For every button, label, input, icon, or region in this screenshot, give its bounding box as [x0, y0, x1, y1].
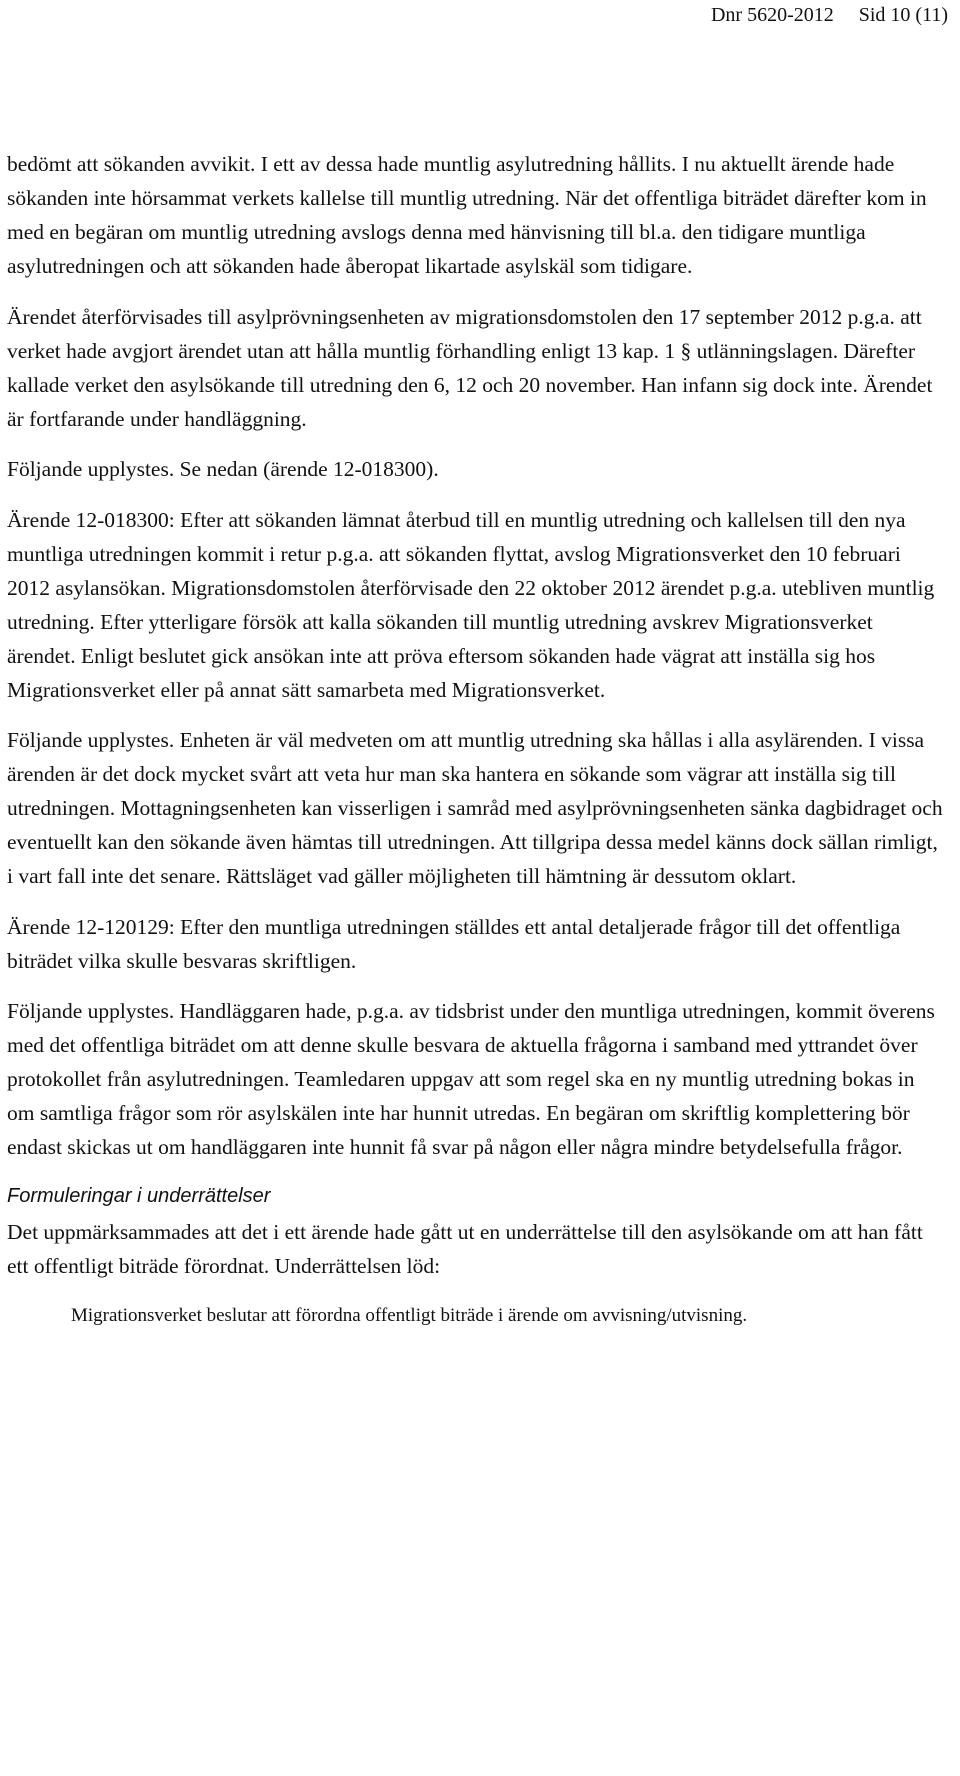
paragraph-case-12-120129: Ärende 12-120129: Efter den muntliga utredningen ställdes ett antal detaljerade frågor till det offentliga biträdet vilka skulle besvaras skriftligen. — [7, 914, 901, 973]
paragraph-unit-statement: Följande upplystes. Enheten är väl medveten om att muntlig utredning ska hållas i alla asylärenden. I vissa ärenden är det dock mycket svårt att veta hur man ska hantera en sökande som vägrar att inställa sig till utredningen. Mottagningsenheten kan visserligen i samråd med asylprövningsenheten sänka dagbidraget och eventuellt kan den sökande även hämtas till utredningen. Att tillgripa dessa medel känns dock sällan rimligt, i vart fall inte det senare. Rättsläget vad gäller möjligheten till hämtning är dessutom oklart. — [7, 728, 943, 888]
section-heading: Formuleringar i underrättelser — [7, 1184, 271, 1207]
document-body — [7, 147, 943, 1329]
paragraph-remand: Ärendet återförvisades till asylprövningsenheten av migrationsdomstolen den 17 september 2012 p.g.a. att verket hade avgjort ärendet utan att hålla muntlig förhandling enligt 13 kap. 1 § utlänningslagen. Därefter kallade verket den asylsökande till utredning den 6, 12 och 20 november. Han infann sig dock inte. Ärendet är fortfarande under handläggning. — [7, 304, 933, 431]
section-paragraph: Det uppmärksammades att det i ett ärende hade gått ut en underrättelse till den asylsökande om att han fått ett offentligt biträde förordnat. Underrättelsen löd: — [7, 1219, 923, 1278]
quoted-notice: Migrationsverket beslutar att förordna offentligt biträde i ärende om avvisning/utvisning. — [71, 1304, 748, 1326]
paragraph-handler-statement: Följande upplystes. Handläggaren hade, p.g.a. av tidsbrist under den muntliga utredningen, kommit överens med det offentliga biträdet om att denne skulle besvara de aktuella frågorna i samband med yttrandet över protokollet från asylutredningen. Teamledaren uppgav att som regel ska en ny muntlig utredning bokas in om samtliga frågor som rör asylskälen inte har hunnit utredas. En begäran om skriftlig komplettering bör endast skickas ut om handläggaren inte hunnit få svar på någon eller några mindre betydelsefulla frågor. — [7, 999, 935, 1159]
page-header — [711, 2, 948, 28]
page-indicator: Sid 10 (11) — [858, 4, 948, 26]
paragraph-decision-context: bedömt att sökanden avvikit. I ett av dessa hade muntlig asylutredning hållits. I nu aktuellt ärende hade sökanden inte hörsammat verkets kallelse till muntlig utredning. När det offentliga biträdet därefter kom in med en begäran om muntlig utredning avslogs denna med hänvisning till bl.a. den tidigare muntliga asylutredningen och att sökanden hade åberopat likartade asylskäl som tidigare. — [7, 152, 927, 278]
paragraph-information-note: Följande upplystes. Se nedan (ärende 12-018300). — [7, 457, 439, 481]
case-number: Dnr 5620-2012 — [710, 4, 834, 26]
paragraph-case-12-018300: Ärende 12-018300: Efter att sökanden lämnat återbud till en muntlig utredning och kallelsen till den nya muntliga utredningen kommit i retur p.g.a. att sökanden flyttat, avslog Migrationsverket den 10 februari 2012 asylansökan. Migrationsdomstolen återförvisade den 22 oktober 2012 ärendet p.g.a. utebliven muntlig utredning. Efter ytterligare försök att kalla sökanden till muntlig utredning avskrev Migrationsverket ärendet. Enligt beslutet gick ansökan inte att pröva eftersom sökanden hade vägrat att inställa sig hos Migrationsverket eller på annat sätt samarbeta med Migrationsverket. — [7, 507, 935, 702]
